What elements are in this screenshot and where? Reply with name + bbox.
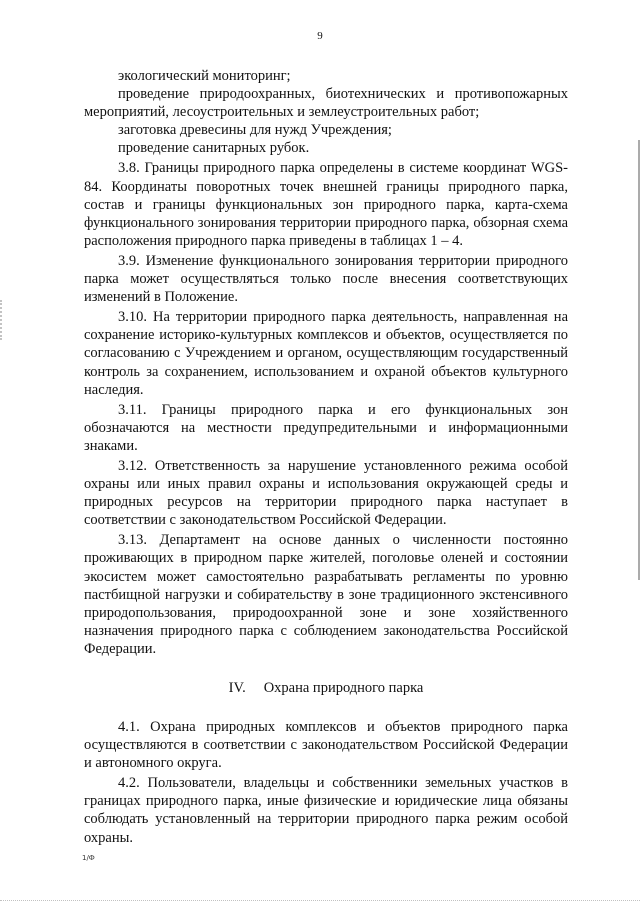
footer-mark: 1/Ф <box>82 854 95 862</box>
section-number: IV. <box>228 680 246 696</box>
paragraph-3-10: 3.10. На территории природного парка деятельность, направленная на сохранение историко-культурных комплексов и объектов, осуществляется по согласованию с Учреждением и органом, осуществляющим государственный контроль за сохранением, использованием и охраной объектов культурного наследия. <box>84 309 568 398</box>
section-heading <box>84 679 568 697</box>
paragraph-4-2: 4.2. Пользователи, владельцы и собственники земельных участков в границах природного парка, иные физические и юридические лица обязаны соблюдать установленный на территории природного парка режим особой охраны. <box>84 775 568 846</box>
scan-edge-left <box>0 300 4 340</box>
paragraph-3-11: 3.11. Границы природного парка и его функциональных зон обозначаются на местности предупредительными и информационными знаками. <box>84 401 568 454</box>
section-title: Охрана природного парка <box>263 680 424 696</box>
scan-edge-right <box>636 140 640 580</box>
scan-edge-bottom <box>0 899 640 901</box>
paragraph-3-12: 3.12. Ответственность за нарушение установленного режима особой охраны или иных правил охраны и использования окружающей среды и природных ресурсов на территории природного парка наступает в соответствии с законодательством Российской Федерации. <box>84 457 568 529</box>
paragraph-timber: заготовка древесины для нужд Учреждения; <box>118 122 392 139</box>
paragraph-4-1: 4.1. Охрана природных комплексов и объектов природного парка осуществляются в соответствии с законодательством Российской Федерации и автономного округа. <box>84 719 568 772</box>
document-body <box>84 67 568 847</box>
paragraph-protection-measures: проведение природоохранных, биотехнических и противопожарных мероприятий, лесоустроительных и землеустроительных работ; <box>84 86 568 121</box>
paragraph-3-8: 3.8. Границы природного парка определены в системе координат WGS-84. Координаты поворотных точек внешней границы природного парка, состав и границы функциональных зон природного парка, карта-схема функционального зонирования территории природного парка, обзорная схема расположения природного парка приведены в таблицах 1 – 4. <box>84 160 568 249</box>
paragraph-sanitary-cutting: проведение санитарных рубок. <box>118 140 310 157</box>
paragraph-monitoring: экологический мониторинг; <box>118 68 291 84</box>
page-number: 9 <box>317 30 323 42</box>
paragraph-3-9: 3.9. Изменение функционального зонирования территории природного парка может осуществляться только после внесения соответствующих изменений в Положение. <box>84 252 568 306</box>
paragraph-3-13: 3.13. Департамент на основе данных о численности постоянно проживающих в природном парке жителей, поголовье оленей и состоянии экосистем может самостоятельно разрабатывать регламенты по уровню пастбищной нагрузки и собирательству в зоне традиционного экстенсивного природопользования, природоохранной зоне и зоне хозяйственного назначения природного парка с соблюдением законодательства Российской Федерации. <box>84 532 568 657</box>
